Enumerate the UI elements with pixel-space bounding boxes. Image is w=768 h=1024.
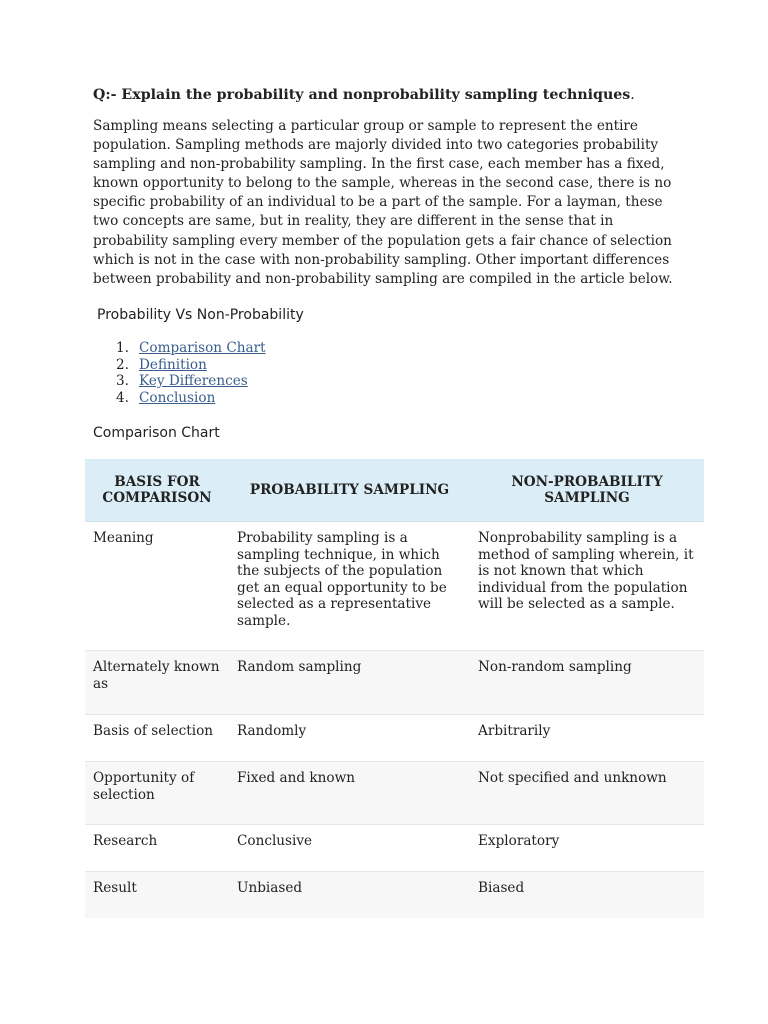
intro-paragraph	[93, 117, 683, 289]
question-period: .	[630, 87, 635, 103]
cell-probability: Fixed and known	[229, 762, 470, 825]
table-row	[85, 762, 704, 825]
table-row	[85, 825, 704, 872]
table-header-row	[85, 459, 704, 522]
toc-link-key-differences[interactable]: Key Differences	[139, 373, 248, 390]
table-row	[85, 651, 704, 715]
cell-non-probability: Exploratory	[470, 825, 704, 872]
toc-number: 2.	[116, 356, 129, 373]
toc-item	[93, 357, 266, 374]
cell-basis: Basis of selection	[85, 715, 229, 762]
cell-probability: Conclusive	[229, 825, 470, 872]
toc-item	[93, 373, 266, 390]
comparison-table	[85, 459, 704, 918]
cell-non-probability: Not specified and unknown	[470, 762, 704, 825]
cell-basis: Opportunity of selection	[85, 762, 229, 825]
cell-basis: Meaning	[85, 522, 229, 651]
intro-line: sampling and non-probability sampling. In the first case, each member has a fixed,	[93, 156, 665, 173]
intro-line: specific probability of an individual to be a part of the sample. For a layman, these	[93, 194, 663, 211]
question-heading	[93, 86, 713, 104]
cell-probability: Random sampling	[229, 651, 470, 715]
intro-line: probability sampling every member of the population gets a fair chance of selection	[93, 232, 672, 249]
intro-line: which is not in the case with non-probability sampling. Other important differences	[93, 251, 670, 268]
comparison-chart-heading: Comparison Chart	[93, 425, 220, 441]
cell-non-probability: Nonprobability sampling is a method of sampling wherein, it is not known that which individual from the population will be selected as a sample.	[470, 522, 704, 651]
cell-probability: Randomly	[229, 715, 470, 762]
question-text: Q:- Explain the probability and nonprobability sampling techniques	[93, 87, 631, 103]
cell-basis: Result	[85, 872, 229, 919]
toc-number: 4.	[116, 389, 129, 406]
cell-non-probability: Arbitrarily	[470, 715, 704, 762]
toc-link-definition[interactable]: Definition	[139, 356, 207, 373]
table-row	[85, 872, 704, 919]
toc-item	[93, 390, 266, 407]
table-row	[85, 715, 704, 762]
intro-line: population. Sampling methods are majorly divided into two categories probability	[93, 137, 659, 154]
header-probability: PROBABILITY SAMPLING	[229, 459, 470, 522]
toc-link-conclusion[interactable]: Conclusion	[139, 389, 216, 406]
toc-link-comparison-chart[interactable]: Comparison Chart	[139, 340, 266, 356]
cell-basis: Research	[85, 825, 229, 872]
intro-line: two concepts are same, but in reality, they are different in the sense that in	[93, 213, 614, 230]
table-of-contents	[93, 340, 266, 406]
header-non-probability: NON-PROBABILITY SAMPLING	[470, 459, 704, 522]
toc-number: 1.	[116, 340, 129, 356]
toc-number: 3.	[116, 373, 129, 390]
cell-probability: Probability sampling is a sampling technique, in which the subjects of the population get an equal opportunity to be selected as a representative sample.	[229, 522, 470, 651]
cell-basis: Alternately known as	[85, 651, 229, 715]
section-subheading: Probability Vs Non-Probability	[97, 307, 304, 323]
cell-probability: Unbiased	[229, 872, 470, 919]
cell-non-probability: Biased	[470, 872, 704, 919]
intro-line: between probability and non-probability sampling are compiled in the article below.	[93, 270, 673, 287]
table-row	[85, 522, 704, 651]
intro-line: Sampling means selecting a particular group or sample to represent the entire	[93, 118, 638, 134]
intro-line: known opportunity to belong to the sample, whereas in the second case, there is no	[93, 175, 672, 192]
header-basis: BASIS FOR COMPARISON	[85, 459, 229, 522]
cell-non-probability: Non-random sampling	[470, 651, 704, 715]
toc-item	[93, 340, 266, 357]
